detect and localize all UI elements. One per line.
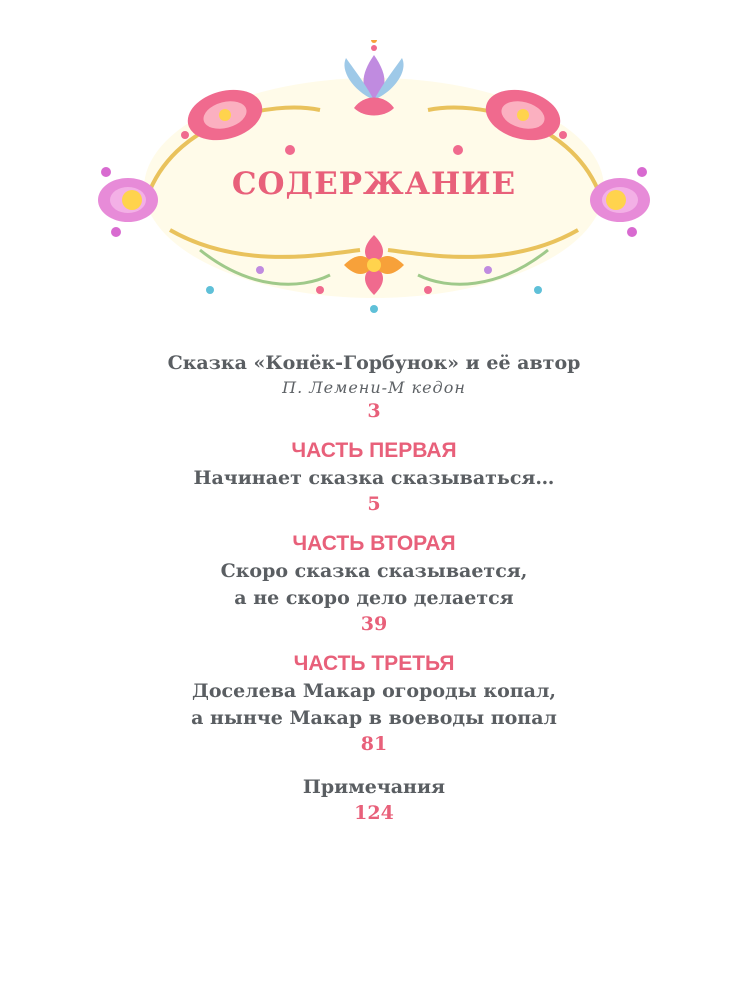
toc-entry-part-2[interactable]	[0, 530, 748, 636]
page-title: СОДЕРЖАНИЕ	[231, 166, 517, 202]
toc-entry-title-line-1: Скоро сказка сказывается,	[220, 560, 528, 582]
part-heading: ЧАСТЬ ВТОРАЯ	[292, 532, 456, 555]
toc-entry-author: П. Лемени-М кедон	[282, 378, 466, 397]
toc-entry-title: Сказка «Конёк-Горбунок» и её автор	[167, 352, 581, 374]
toc-page-number: 39	[360, 613, 388, 635]
toc-page-number: 3	[367, 400, 381, 422]
toc-entry-title: Примечания	[302, 776, 446, 798]
table-of-contents	[0, 350, 748, 825]
toc-entry-notes[interactable]	[0, 774, 748, 825]
part-heading: ЧАСТЬ ТРЕТЬЯ	[293, 652, 455, 675]
toc-page-number: 124	[354, 802, 394, 824]
toc-entry-title-line-2: а нынче Макар в воеводы попал	[191, 707, 557, 729]
toc-entry-title-line-2: а не скоро дело делается	[234, 587, 514, 609]
toc-entry-part-1[interactable]	[0, 437, 748, 516]
toc-entry-title-line-1: Доселева Макар огороды копал,	[191, 680, 556, 702]
toc-page-number: 81	[360, 733, 388, 755]
toc-entry-intro[interactable]	[0, 350, 748, 423]
toc-page-number: 5	[367, 493, 381, 515]
part-heading: ЧАСТЬ ПЕРВАЯ	[291, 439, 457, 462]
toc-entry-part-3[interactable]	[0, 650, 748, 756]
toc-entry-title: Начинает сказка сказываться…	[193, 467, 555, 489]
